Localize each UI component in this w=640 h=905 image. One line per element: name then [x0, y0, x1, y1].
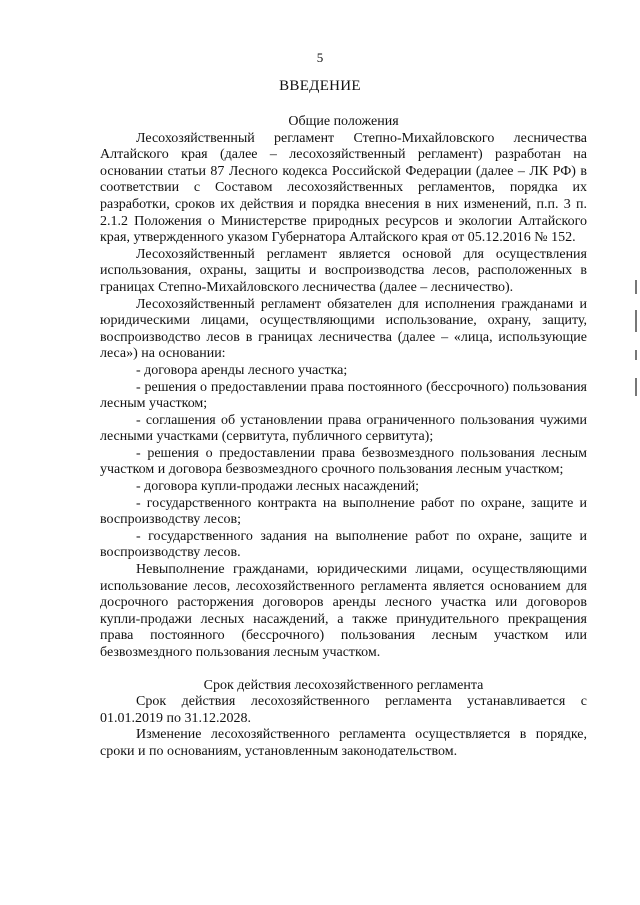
- paragraph-obligation: Лесохозяйственный регламент обязателен для исполнения гражданами и юридическими лицами, осуществляющими использование, охрану, защиту, воспроизводство лесов в границах лесничества (далее – «лица, использующие леса») на основании:: [100, 296, 587, 362]
- list-item: - решения о предоставлении права постоянного (бессрочного) пользования лесным участком;: [100, 379, 587, 412]
- section-heading-term: Срок действия лесохозяйственного регламента: [203, 677, 484, 693]
- list-item: - государственного задания на выполнение работ по охране, защите и воспроизводству лесов.: [100, 528, 587, 561]
- page-number: 5: [316, 50, 324, 65]
- document-body: [100, 114, 587, 761]
- grounds-list: [100, 363, 587, 562]
- list-item: - государственного контракта на выполнение работ по охране, защите и воспроизводству лесов;: [100, 495, 587, 528]
- list-item: - договора купли-продажи лесных насаждений;: [136, 479, 420, 495]
- paragraph-term: Срок действия лесохозяйственного регламента устанавливается с 01.01.2019 по 31.12.2028.: [100, 694, 587, 726]
- list-item: - соглашения об установлении права ограниченного пользования чужими лесными участками (сервитута, публичного сервитута);: [100, 412, 587, 445]
- page-title: ВВЕДЕНИЕ: [279, 78, 361, 94]
- paragraph-violation: Невыполнение гражданами, юридическими лицами, осуществляющими использование лесов, лесохозяйственного регламента является основанием для досрочного расторжения договоров аренды лесного участка или договоров купли-продажи лесных насаждений, а также принудительного прекращения права постоянного (бессрочного) пользования лесным участком или безвозмездного пользования лесным участком.: [100, 562, 587, 660]
- section-heading-general: Общие положения: [288, 114, 399, 129]
- paragraph-amendment: Изменение лесохозяйственного регламента осуществляется в порядке, сроки и по основаниям, установленным законодательством.: [100, 727, 587, 759]
- list-item: - решения о предоставлении права безвозмездного пользования лесным участком и договора безвозмездного срочного пользования лесным участком;: [100, 445, 587, 478]
- paragraph-basis: Лесохозяйственный регламент является основой для осуществления использования, охраны, защиты и воспроизводства лесов, расположенных в границах Степно-Михайловского лесничества (далее – лесничество).: [100, 246, 587, 295]
- paragraph-intro: Лесохозяйственный регламент Степно-Михайловского лесничества Алтайского края (далее – лесохозяйственный регламент) разработан на основании статьи 87 Лесного кодекса Российской Федерации (далее – ЛК РФ) в соответствии с Составом лесохозяйственных регламентов, порядка их разработки, сроков их действия и порядка внесения в них изменений, п.п. 3 п. 2.1.2 Положения о Министерстве природных ресурсов и экологии Алтайского края, утвержденного указом Губернатора Алтайского края от 05.12.2016 № 152.: [100, 130, 587, 246]
- list-item: - договора аренды лесного участка;: [136, 362, 348, 378]
- scan-edge-marks: [634, 280, 638, 400]
